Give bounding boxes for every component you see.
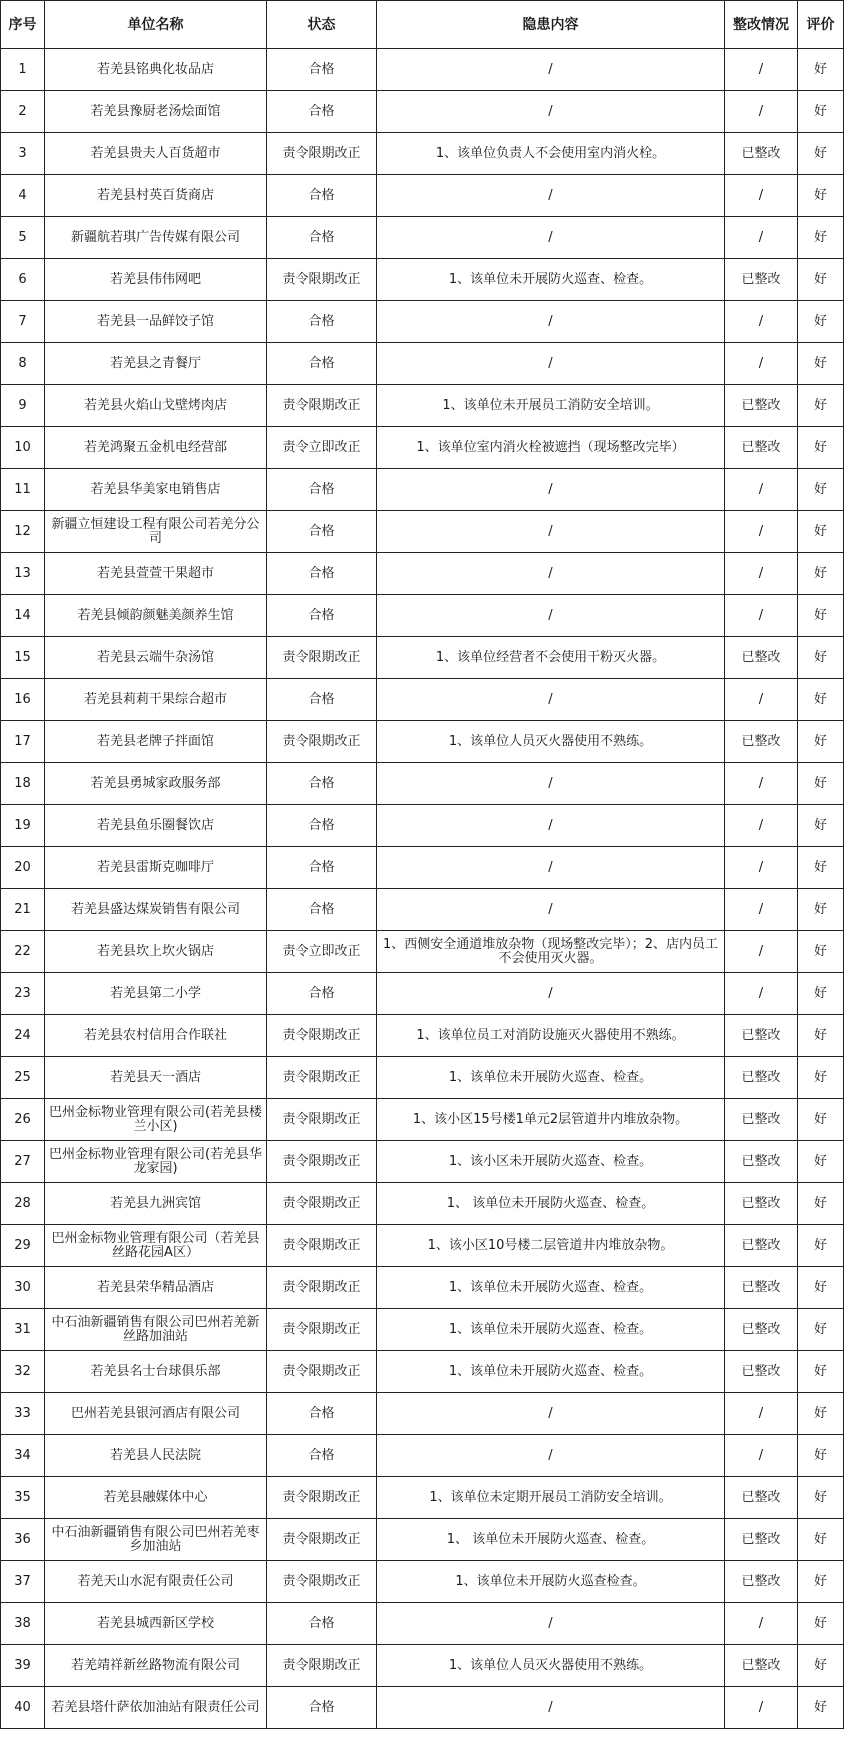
cell-index: 7: [1, 301, 45, 343]
cell-unit-name: 新疆航若琪广告传媒有限公司: [45, 217, 267, 259]
cell-rectification: /: [725, 889, 798, 931]
table-row: [1, 1603, 844, 1645]
cell-status: 责令限期改正: [267, 1561, 377, 1603]
table-row: [1, 175, 844, 217]
cell-index: 24: [1, 1015, 45, 1057]
cell-rating: 好: [798, 1687, 844, 1729]
cell-rating: 好: [798, 469, 844, 511]
cell-status: 责令限期改正: [267, 1645, 377, 1687]
cell-rectification: 已整改: [725, 1645, 798, 1687]
cell-unit-name: 若羌县鱼乐圈餐饮店: [45, 805, 267, 847]
cell-rating: 好: [798, 763, 844, 805]
cell-rectification: /: [725, 343, 798, 385]
cell-hazard: 1、该单位未开展防火巡查、检查。: [377, 1267, 725, 1309]
cell-index: 32: [1, 1351, 45, 1393]
table-row: [1, 259, 844, 301]
cell-unit-name: 若羌县火焰山戈壁烤肉店: [45, 385, 267, 427]
cell-status: 责令限期改正: [267, 385, 377, 427]
cell-hazard: /: [377, 1687, 725, 1729]
cell-hazard: 1、该单位未开展防火巡查、检查。: [377, 1309, 725, 1351]
cell-rectification: /: [725, 679, 798, 721]
cell-rating: 好: [798, 511, 844, 553]
cell-index: 28: [1, 1183, 45, 1225]
cell-index: 15: [1, 637, 45, 679]
header-row: [1, 1, 844, 49]
table-row: [1, 1393, 844, 1435]
cell-status: 合格: [267, 595, 377, 637]
cell-hazard: 1、该单位室内消火栓被遮挡（现场整改完毕）: [377, 427, 725, 469]
cell-rating: 好: [798, 1435, 844, 1477]
cell-rectification: /: [725, 49, 798, 91]
cell-rectification: /: [725, 469, 798, 511]
table-row: [1, 763, 844, 805]
cell-hazard: 1、西侧安全通道堆放杂物（现场整改完毕）；2、店内员工不会使用灭火器。: [377, 931, 725, 973]
cell-hazard: 1、该单位人员灭火器使用不熟练。: [377, 721, 725, 763]
cell-index: 31: [1, 1309, 45, 1351]
cell-unit-name: 巴州金标物业管理有限公司(若羌县华龙家园): [45, 1141, 267, 1183]
table-row: [1, 721, 844, 763]
cell-unit-name: 若羌县勇城家政服务部: [45, 763, 267, 805]
cell-status: 责令限期改正: [267, 1057, 377, 1099]
header-index: 序号: [1, 1, 45, 49]
cell-rating: 好: [798, 1267, 844, 1309]
cell-status: 合格: [267, 1687, 377, 1729]
cell-rating: 好: [798, 175, 844, 217]
cell-status: 责令限期改正: [267, 1015, 377, 1057]
cell-rating: 好: [798, 1057, 844, 1099]
cell-unit-name: 若羌县人民法院: [45, 1435, 267, 1477]
cell-index: 26: [1, 1099, 45, 1141]
cell-index: 33: [1, 1393, 45, 1435]
cell-rectification: 已整改: [725, 1183, 798, 1225]
cell-unit-name: 若羌县天一酒店: [45, 1057, 267, 1099]
cell-hazard: /: [377, 889, 725, 931]
cell-status: 合格: [267, 1435, 377, 1477]
table-row: [1, 1267, 844, 1309]
cell-index: 4: [1, 175, 45, 217]
cell-hazard: /: [377, 1393, 725, 1435]
cell-unit-name: 中石油新疆销售有限公司巴州若羌新丝路加油站: [45, 1309, 267, 1351]
cell-index: 34: [1, 1435, 45, 1477]
cell-unit-name: 若羌县坎上坎火锅店: [45, 931, 267, 973]
cell-hazard: /: [377, 49, 725, 91]
cell-index: 29: [1, 1225, 45, 1267]
cell-unit-name: 若羌县荣华精品酒店: [45, 1267, 267, 1309]
cell-rating: 好: [798, 721, 844, 763]
cell-status: 合格: [267, 973, 377, 1015]
table-row: [1, 301, 844, 343]
table-row: [1, 1057, 844, 1099]
table-row: [1, 1141, 844, 1183]
cell-rating: 好: [798, 679, 844, 721]
cell-index: 27: [1, 1141, 45, 1183]
cell-rectification: /: [725, 175, 798, 217]
cell-rating: 好: [798, 301, 844, 343]
cell-hazard: /: [377, 973, 725, 1015]
cell-status: 合格: [267, 301, 377, 343]
cell-unit-name: 若羌县老牌子拌面馆: [45, 721, 267, 763]
cell-rectification: 已整改: [725, 1309, 798, 1351]
cell-rating: 好: [798, 1141, 844, 1183]
cell-status: 责令限期改正: [267, 1519, 377, 1561]
table-row: [1, 385, 844, 427]
cell-rating: 好: [798, 1393, 844, 1435]
cell-hazard: 1、该单位员工对消防设施灭火器使用不熟练。: [377, 1015, 725, 1057]
cell-index: 25: [1, 1057, 45, 1099]
table-row: [1, 1477, 844, 1519]
cell-hazard: 1、该单位人员灭火器使用不熟练。: [377, 1645, 725, 1687]
table-row: [1, 1015, 844, 1057]
table-row: [1, 889, 844, 931]
cell-status: 合格: [267, 679, 377, 721]
cell-status: 合格: [267, 889, 377, 931]
cell-hazard: /: [377, 511, 725, 553]
cell-unit-name: 若羌县贵夫人百货超市: [45, 133, 267, 175]
header-rectification: 整改情况: [725, 1, 798, 49]
table-row: [1, 1687, 844, 1729]
cell-unit-name: 新疆立恒建设工程有限公司若羌分公司: [45, 511, 267, 553]
cell-hazard: 1、该小区10号楼二层管道井内堆放杂物。: [377, 1225, 725, 1267]
cell-status: 责令限期改正: [267, 133, 377, 175]
cell-index: 11: [1, 469, 45, 511]
cell-status: 合格: [267, 469, 377, 511]
cell-rectification: 已整改: [725, 1141, 798, 1183]
cell-hazard: /: [377, 679, 725, 721]
cell-hazard: 1、该单位未定期开展员工消防安全培训。: [377, 1477, 725, 1519]
cell-hazard: 1、该单位未开展防火巡查检查。: [377, 1561, 725, 1603]
cell-rating: 好: [798, 49, 844, 91]
cell-unit-name: 巴州若羌县银河酒店有限公司: [45, 1393, 267, 1435]
cell-unit-name: 若羌县农村信用合作联社: [45, 1015, 267, 1057]
cell-hazard: 1、该小区未开展防火巡查、检查。: [377, 1141, 725, 1183]
cell-rating: 好: [798, 1477, 844, 1519]
cell-status: 责令立即改正: [267, 931, 377, 973]
cell-status: 责令立即改正: [267, 427, 377, 469]
cell-unit-name: 若羌县城西新区学校: [45, 1603, 267, 1645]
cell-unit-name: 巴州金标物业管理有限公司(若羌县楼兰小区): [45, 1099, 267, 1141]
cell-index: 36: [1, 1519, 45, 1561]
cell-unit-name: 若羌县之青餐厅: [45, 343, 267, 385]
cell-hazard: 1、该单位未开展防火巡查、检查。: [377, 1351, 725, 1393]
table-row: [1, 49, 844, 91]
cell-status: 合格: [267, 217, 377, 259]
table-row: [1, 343, 844, 385]
cell-status: 合格: [267, 175, 377, 217]
cell-rectification: 已整改: [725, 385, 798, 427]
cell-unit-name: 若羌县雷斯克咖啡厅: [45, 847, 267, 889]
cell-rectification: 已整改: [725, 721, 798, 763]
cell-index: 38: [1, 1603, 45, 1645]
cell-hazard: /: [377, 469, 725, 511]
cell-hazard: /: [377, 553, 725, 595]
cell-hazard: /: [377, 1603, 725, 1645]
table-row: [1, 595, 844, 637]
cell-unit-name: 若羌县华美家电销售店: [45, 469, 267, 511]
cell-unit-name: 若羌县豫厨老汤烩面馆: [45, 91, 267, 133]
cell-status: 责令限期改正: [267, 1099, 377, 1141]
cell-rectification: /: [725, 595, 798, 637]
cell-hazard: 1、该单位未开展防火巡查、检查。: [377, 1057, 725, 1099]
cell-index: 37: [1, 1561, 45, 1603]
cell-hazard: 1、该单位未开展防火巡查、检查。: [377, 259, 725, 301]
cell-rectification: /: [725, 847, 798, 889]
cell-rectification: 已整改: [725, 637, 798, 679]
cell-rating: 好: [798, 1519, 844, 1561]
cell-unit-name: 若羌县九洲宾馆: [45, 1183, 267, 1225]
cell-index: 21: [1, 889, 45, 931]
cell-rating: 好: [798, 91, 844, 133]
cell-rectification: /: [725, 1603, 798, 1645]
cell-index: 14: [1, 595, 45, 637]
cell-index: 10: [1, 427, 45, 469]
cell-unit-name: 中石油新疆销售有限公司巴州若羌枣乡加油站: [45, 1519, 267, 1561]
cell-index: 22: [1, 931, 45, 973]
cell-index: 12: [1, 511, 45, 553]
table-row: [1, 469, 844, 511]
cell-index: 20: [1, 847, 45, 889]
cell-index: 1: [1, 49, 45, 91]
cell-index: 17: [1, 721, 45, 763]
cell-rating: 好: [798, 217, 844, 259]
cell-rectification: /: [725, 91, 798, 133]
cell-rectification: 已整改: [725, 427, 798, 469]
cell-rectification: /: [725, 763, 798, 805]
header-rating: 评价: [798, 1, 844, 49]
table-row: [1, 1645, 844, 1687]
cell-unit-name: 若羌县伟伟网吧: [45, 259, 267, 301]
cell-unit-name: 若羌县名士台球俱乐部: [45, 1351, 267, 1393]
table-row: [1, 1519, 844, 1561]
table-row: [1, 1435, 844, 1477]
cell-rating: 好: [798, 427, 844, 469]
cell-rating: 好: [798, 1309, 844, 1351]
table-row: [1, 973, 844, 1015]
cell-status: 责令限期改正: [267, 721, 377, 763]
header-status: 状态: [267, 1, 377, 49]
cell-index: 30: [1, 1267, 45, 1309]
cell-rating: 好: [798, 1351, 844, 1393]
cell-hazard: /: [377, 763, 725, 805]
cell-unit-name: 若羌县铭典化妆品店: [45, 49, 267, 91]
cell-status: 合格: [267, 763, 377, 805]
cell-status: 合格: [267, 343, 377, 385]
cell-rectification: 已整改: [725, 1519, 798, 1561]
cell-unit-name: 若羌鸿聚五金机电经营部: [45, 427, 267, 469]
cell-rating: 好: [798, 259, 844, 301]
cell-rectification: /: [725, 1393, 798, 1435]
cell-hazard: 1、该小区15号楼1单元2层管道井内堆放杂物。: [377, 1099, 725, 1141]
cell-status: 合格: [267, 553, 377, 595]
table-row: [1, 91, 844, 133]
cell-rectification: 已整改: [725, 1057, 798, 1099]
cell-rectification: 已整改: [725, 1225, 798, 1267]
cell-hazard: 1、 该单位未开展防火巡查、检查。: [377, 1183, 725, 1225]
cell-status: 合格: [267, 49, 377, 91]
cell-index: 3: [1, 133, 45, 175]
cell-hazard: /: [377, 301, 725, 343]
cell-status: 合格: [267, 805, 377, 847]
cell-rating: 好: [798, 931, 844, 973]
table-row: [1, 553, 844, 595]
cell-rectification: 已整改: [725, 133, 798, 175]
cell-status: 责令限期改正: [267, 1351, 377, 1393]
header-unit-name: 单位名称: [45, 1, 267, 49]
cell-hazard: /: [377, 343, 725, 385]
cell-rectification: /: [725, 805, 798, 847]
cell-unit-name: 若羌县塔什萨依加油站有限责任公司: [45, 1687, 267, 1729]
table-row: [1, 1225, 844, 1267]
cell-index: 16: [1, 679, 45, 721]
table-row: [1, 1099, 844, 1141]
cell-rectification: /: [725, 931, 798, 973]
cell-rating: 好: [798, 343, 844, 385]
cell-unit-name: 若羌县萱萱干果超市: [45, 553, 267, 595]
table-row: [1, 427, 844, 469]
cell-hazard: /: [377, 175, 725, 217]
cell-rectification: /: [725, 511, 798, 553]
cell-status: 责令限期改正: [267, 1183, 377, 1225]
cell-unit-name: 若羌县村英百货商店: [45, 175, 267, 217]
cell-status: 责令限期改正: [267, 637, 377, 679]
cell-unit-name: 若羌县云端牛杂汤馆: [45, 637, 267, 679]
cell-index: 5: [1, 217, 45, 259]
cell-rating: 好: [798, 1225, 844, 1267]
cell-rectification: /: [725, 1435, 798, 1477]
table-row: [1, 1561, 844, 1603]
table-row: [1, 133, 844, 175]
cell-index: 2: [1, 91, 45, 133]
cell-rectification: /: [725, 301, 798, 343]
cell-hazard: /: [377, 91, 725, 133]
cell-status: 责令限期改正: [267, 259, 377, 301]
cell-rectification: 已整改: [725, 259, 798, 301]
cell-hazard: /: [377, 595, 725, 637]
cell-hazard: 1、该单位负责人不会使用室内消火栓。: [377, 133, 725, 175]
cell-index: 18: [1, 763, 45, 805]
cell-rectification: 已整改: [725, 1561, 798, 1603]
cell-rectification: 已整改: [725, 1015, 798, 1057]
cell-hazard: 1、该单位未开展员工消防安全培训。: [377, 385, 725, 427]
cell-status: 合格: [267, 91, 377, 133]
table-row: [1, 931, 844, 973]
cell-rating: 好: [798, 1183, 844, 1225]
table-row: [1, 217, 844, 259]
cell-status: 合格: [267, 1393, 377, 1435]
cell-rectification: /: [725, 973, 798, 1015]
cell-status: 责令限期改正: [267, 1225, 377, 1267]
cell-status: 责令限期改正: [267, 1477, 377, 1519]
cell-rating: 好: [798, 1645, 844, 1687]
cell-index: 40: [1, 1687, 45, 1729]
cell-unit-name: 若羌县莉莉干果综合超市: [45, 679, 267, 721]
cell-rectification: /: [725, 553, 798, 595]
cell-status: 责令限期改正: [267, 1267, 377, 1309]
cell-hazard: /: [377, 217, 725, 259]
table-body: [1, 49, 844, 1729]
table-header: [1, 1, 844, 49]
cell-hazard: /: [377, 847, 725, 889]
cell-unit-name: 若羌县融媒体中心: [45, 1477, 267, 1519]
cell-rating: 好: [798, 1015, 844, 1057]
cell-index: 6: [1, 259, 45, 301]
cell-status: 合格: [267, 1603, 377, 1645]
cell-rating: 好: [798, 637, 844, 679]
cell-rating: 好: [798, 805, 844, 847]
cell-rating: 好: [798, 595, 844, 637]
cell-unit-name: 若羌靖祥新丝路物流有限公司: [45, 1645, 267, 1687]
table-row: [1, 847, 844, 889]
cell-rating: 好: [798, 1099, 844, 1141]
cell-rating: 好: [798, 889, 844, 931]
cell-rectification: /: [725, 217, 798, 259]
table-row: [1, 511, 844, 553]
table-row: [1, 1183, 844, 1225]
cell-index: 19: [1, 805, 45, 847]
cell-rating: 好: [798, 553, 844, 595]
cell-index: 13: [1, 553, 45, 595]
table-row: [1, 1309, 844, 1351]
cell-unit-name: 若羌县第二小学: [45, 973, 267, 1015]
cell-rating: 好: [798, 973, 844, 1015]
cell-index: 39: [1, 1645, 45, 1687]
cell-hazard: /: [377, 805, 725, 847]
cell-unit-name: 若羌县一品鲜饺子馆: [45, 301, 267, 343]
table-row: [1, 1351, 844, 1393]
cell-hazard: /: [377, 1435, 725, 1477]
cell-index: 35: [1, 1477, 45, 1519]
cell-rating: 好: [798, 385, 844, 427]
cell-unit-name: 巴州金标物业管理有限公司（若羌县丝路花园A区）: [45, 1225, 267, 1267]
cell-rating: 好: [798, 133, 844, 175]
cell-rating: 好: [798, 847, 844, 889]
cell-unit-name: 若羌天山水泥有限责任公司: [45, 1561, 267, 1603]
cell-rectification: /: [725, 1687, 798, 1729]
cell-rectification: 已整改: [725, 1477, 798, 1519]
cell-rectification: 已整改: [725, 1267, 798, 1309]
cell-rectification: 已整改: [725, 1351, 798, 1393]
cell-status: 责令限期改正: [267, 1141, 377, 1183]
cell-status: 合格: [267, 511, 377, 553]
cell-index: 23: [1, 973, 45, 1015]
cell-unit-name: 若羌县倾韵颜魅美颜养生馆: [45, 595, 267, 637]
header-hazard: 隐患内容: [377, 1, 725, 49]
cell-index: 9: [1, 385, 45, 427]
table-row: [1, 637, 844, 679]
cell-hazard: 1、该单位经营者不会使用干粉灭火器。: [377, 637, 725, 679]
cell-status: 合格: [267, 847, 377, 889]
cell-rating: 好: [798, 1561, 844, 1603]
table-row: [1, 805, 844, 847]
cell-rectification: 已整改: [725, 1099, 798, 1141]
cell-index: 8: [1, 343, 45, 385]
cell-status: 责令限期改正: [267, 1309, 377, 1351]
cell-unit-name: 若羌县盛达煤炭销售有限公司: [45, 889, 267, 931]
cell-hazard: 1、 该单位未开展防火巡查、检查。: [377, 1519, 725, 1561]
cell-rating: 好: [798, 1603, 844, 1645]
table-row: [1, 679, 844, 721]
